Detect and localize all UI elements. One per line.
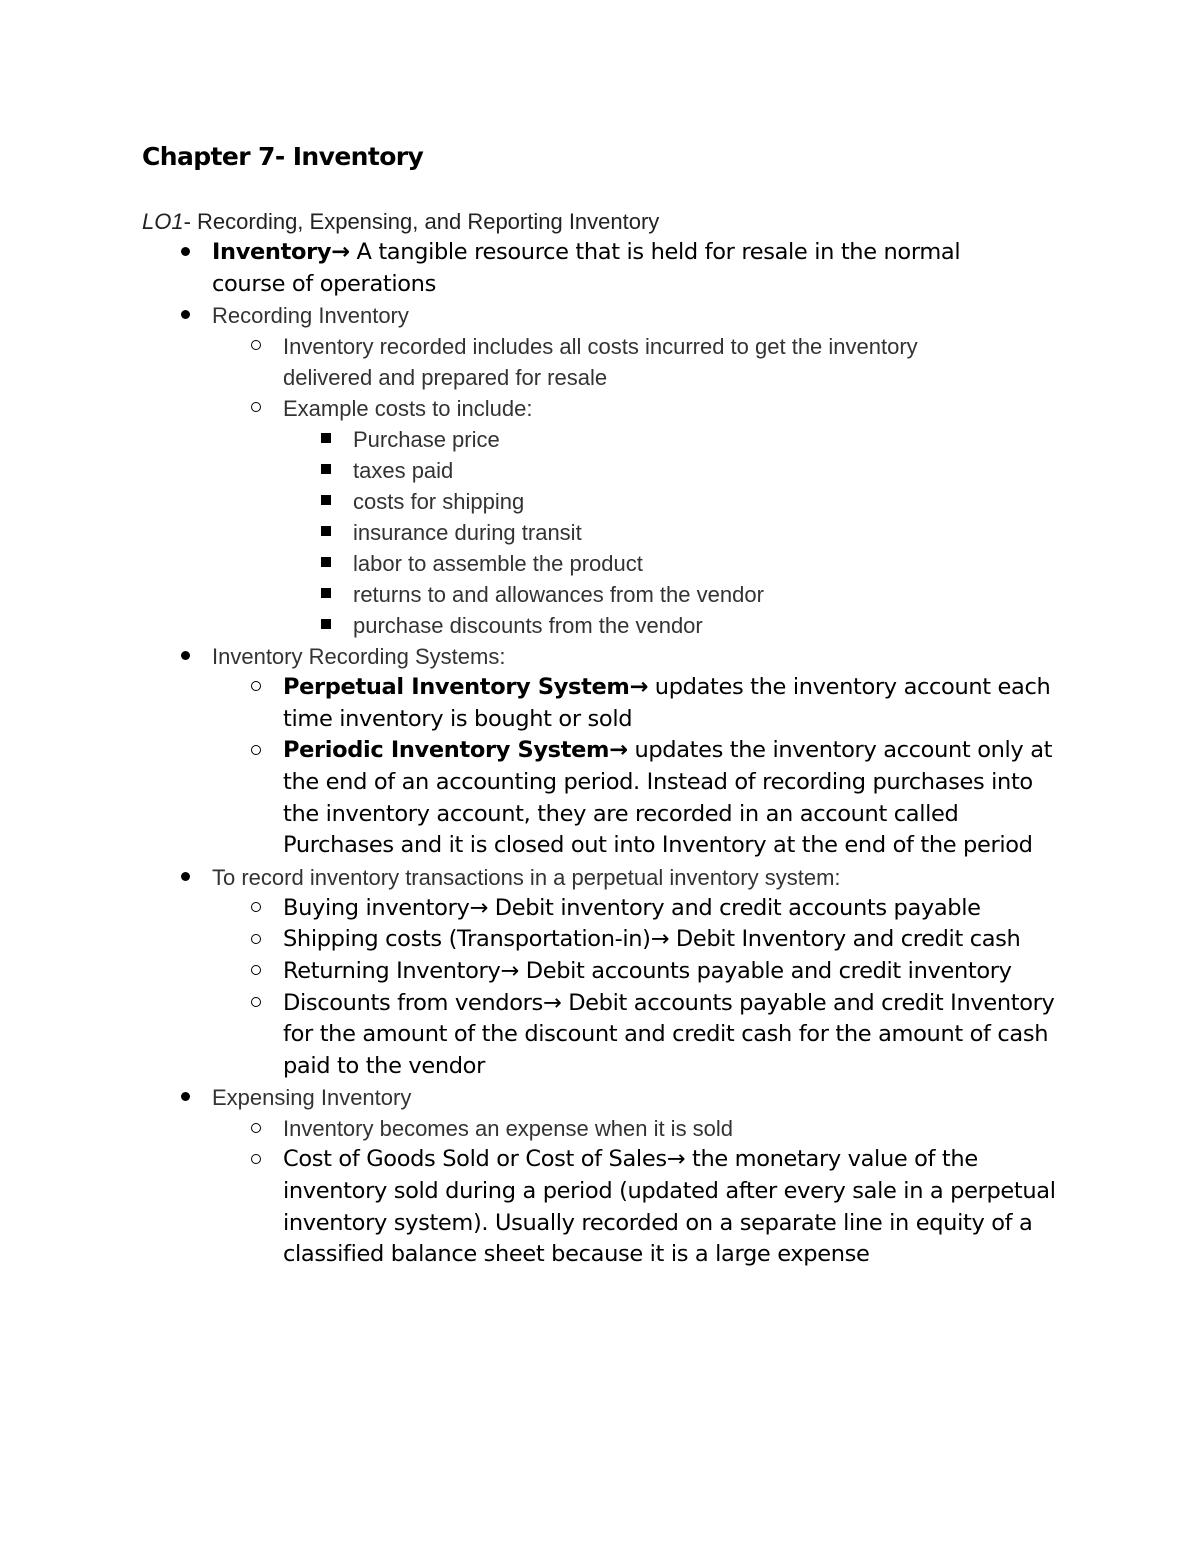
list-item-cost [0, 455, 1200, 486]
bullet-circle-icon [246, 893, 266, 924]
bullet-dot-icon [175, 1082, 195, 1113]
bullet-square-icon [316, 517, 336, 548]
bullet-circle-icon [246, 988, 266, 1019]
cost-text: labor to assemble the product [353, 551, 643, 577]
bullet-square-icon [316, 486, 336, 517]
outline-list [0, 237, 1200, 1271]
list-item-inventory-definition [0, 237, 1200, 300]
cost-text: taxes paid [353, 458, 454, 484]
term-perpetual-system: Perpetual Inventory System→ [283, 674, 648, 701]
bullet-circle-icon [246, 331, 266, 362]
definition-perpetual-system: updates the inventory account each time inventory is bought or sold [283, 674, 1051, 732]
bullet-circle-icon [246, 924, 266, 955]
list-item-expense-when-sold [0, 1113, 1200, 1144]
bullet-square-icon [316, 548, 336, 579]
bullet-square-icon [316, 610, 336, 641]
example-costs-text: Example costs to include: [283, 396, 533, 422]
list-item-perpetual-transactions [0, 862, 1200, 893]
expense-when-sold-text: Inventory becomes an expense when it is sold [283, 1116, 734, 1142]
lo-code: LO1 [142, 209, 184, 234]
cost-text: returns to and allowances from the vendor [353, 582, 764, 608]
term-inventory: Inventory→ [212, 239, 350, 265]
list-item-cost [0, 610, 1200, 641]
lo-text: - Recording, Expensing, and Reporting Inventory [183, 209, 660, 234]
list-item-transaction [0, 956, 1200, 988]
bullet-square-icon [316, 455, 336, 486]
expensing-inventory-label: Expensing Inventory [212, 1085, 412, 1111]
list-item-periodic-system [0, 735, 1200, 861]
list-item-cost [0, 486, 1200, 517]
recording-inventory-label: Recording Inventory [212, 303, 409, 329]
list-item-cost [0, 517, 1200, 548]
cost-of-goods-sold-text: Cost of Goods Sold or Cost of Sales→ the monetary value of the inventory sold during a period (updated after every sale in a perpetual inventory system). Usually recorded on a separate line in equity of a classified balance sheet because it is a large expense [283, 1146, 1056, 1268]
list-item-transaction [0, 924, 1200, 956]
bullet-dot-icon [175, 641, 195, 672]
bullet-dot-icon [175, 237, 195, 268]
bullet-dot-icon [175, 862, 195, 893]
definition-periodic-system: updates the inventory account only at the end of an accounting period. Instead of recording purchases into the inventory account, they are recorded in an account called Purchases and it is closed out into Inventory at the end of the period [283, 737, 1053, 859]
list-item-transaction [0, 988, 1200, 1083]
learning-objective [142, 206, 659, 237]
list-item-cost [0, 548, 1200, 579]
bullet-square-icon [316, 424, 336, 455]
transaction-returning-text: Returning Inventory→ Debit accounts payable and credit inventory [283, 957, 1012, 984]
cost-text: costs for shipping [353, 489, 525, 515]
list-item-cost [0, 424, 1200, 455]
bullet-square-icon [316, 579, 336, 610]
list-item-example-costs [0, 393, 1200, 424]
transaction-shipping-text: Shipping costs (Transportation-in)→ Debit Inventory and credit cash [283, 926, 1021, 953]
list-item-recording-costs-incurred [0, 331, 1200, 393]
bullet-circle-icon [246, 1144, 266, 1175]
chapter-title: Chapter 7- Inventory [142, 142, 424, 171]
list-item-recording-inventory [0, 300, 1200, 331]
term-periodic-system: Periodic Inventory System→ [283, 737, 628, 764]
definition-inventory: A tangible resource that is held for resale in the normal course of operations [212, 239, 961, 297]
transaction-buying-text: Buying inventory→ Debit inventory and credit accounts payable [283, 894, 981, 921]
list-item-expensing-inventory [0, 1082, 1200, 1113]
list-item-recording-systems [0, 641, 1200, 672]
list-item-cost-of-goods-sold [0, 1144, 1200, 1270]
list-item-perpetual-system [0, 672, 1200, 735]
cost-text: Purchase price [353, 427, 500, 453]
recording-systems-label: Inventory Recording Systems: [212, 644, 506, 670]
cost-text: insurance during transit [353, 520, 582, 546]
bullet-circle-icon [246, 672, 266, 703]
bullet-circle-icon [246, 735, 266, 766]
bullet-dot-icon [175, 300, 195, 331]
bullet-circle-icon [246, 1113, 266, 1144]
bullet-circle-icon [246, 956, 266, 987]
recording-costs-incurred-text: Inventory recorded includes all costs incurred to get the inventory delivered and prepared for resale [283, 334, 918, 391]
list-item-transaction [0, 893, 1200, 925]
cost-text: purchase discounts from the vendor [353, 613, 703, 639]
bullet-circle-icon [246, 393, 266, 424]
list-item-cost [0, 579, 1200, 610]
perpetual-transactions-label: To record inventory transactions in a perpetual inventory system: [212, 864, 841, 890]
transaction-discounts-text: Discounts from vendors→ Debit accounts payable and credit Inventory for the amount of the discount and credit cash for the amount of cash paid to the vendor [283, 989, 1055, 1079]
